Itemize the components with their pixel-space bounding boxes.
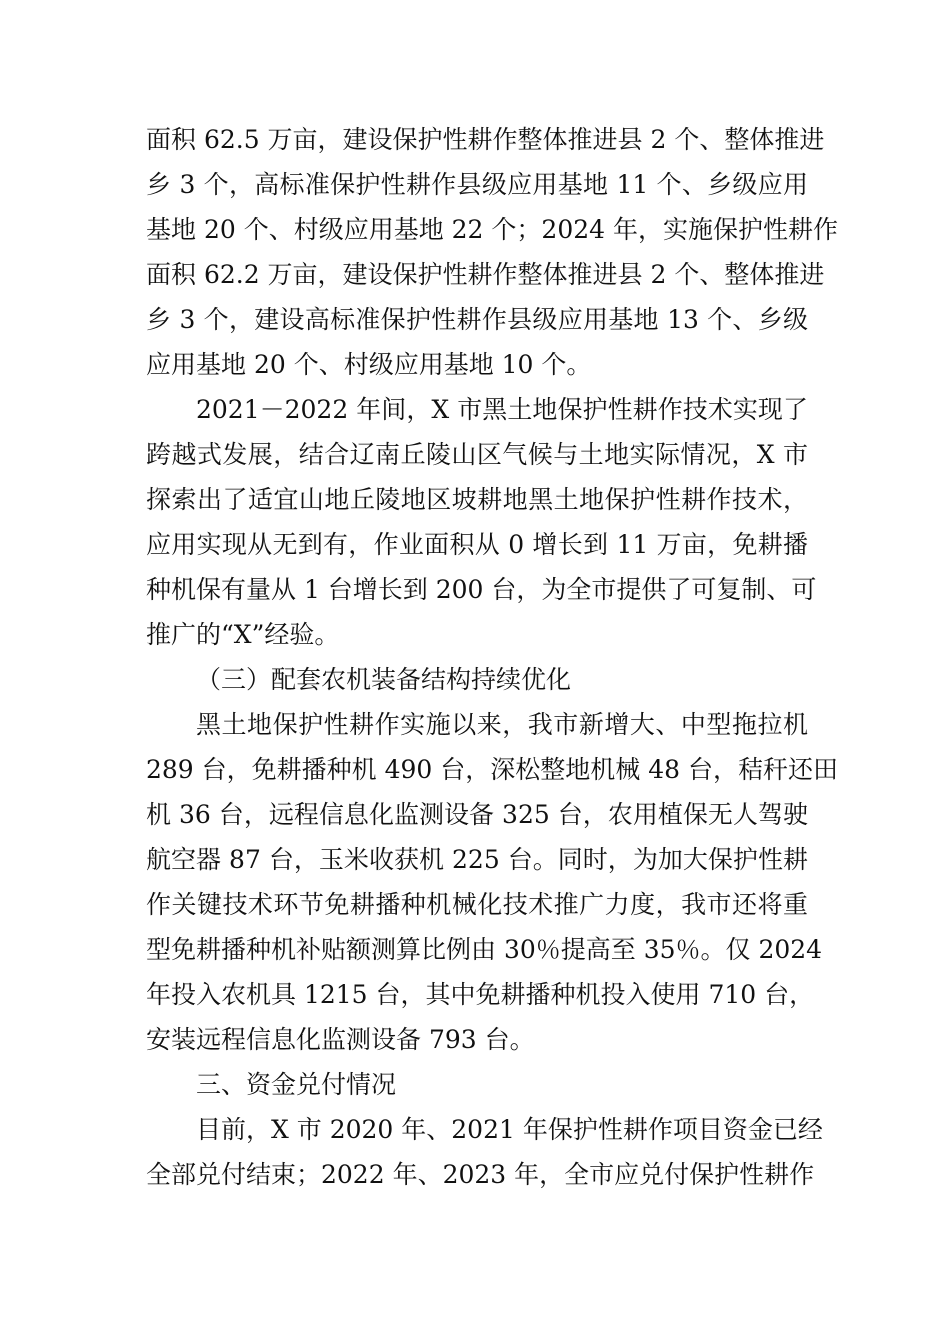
- body-text-line: 型免耕播种机补贴额测算比例由 30％提高至 35％。仅 2024: [146, 935, 823, 964]
- body-text-line: 作关键技术环节免耕播种机械化技术推广力度，我市还将重: [146, 890, 808, 919]
- body-text-line: 年投入农机具 1215 台，其中免耕播种机投入使用 710 台，: [146, 980, 815, 1009]
- body-text-line: 黑土地保护性耕作实施以来，我市新增大、中型拖拉机: [196, 710, 808, 739]
- body-text-line: 目前，X 市 2020 年、2021 年保护性耕作项目资金已经: [196, 1115, 823, 1144]
- body-text-line: 安装远程信息化监测设备 793 台。: [146, 1025, 535, 1054]
- section-heading: 三、资金兑付情况: [196, 1070, 397, 1099]
- body-text-line: 面积 62.5 万亩，建设保护性耕作整体推进县 2 个、整体推进: [146, 125, 825, 154]
- body-text-line: 289 台，免耕播种机 490 台，深松整地机械 48 台，秸秆还田: [146, 755, 838, 784]
- body-text-line: 全部兑付结束；2022 年、2023 年，全市应兑付保护性耕作: [146, 1160, 815, 1189]
- body-text-line: 2021－2022 年间，X 市黑土地保护性耕作技术实现了: [196, 395, 808, 424]
- body-text-line: 应用实现从无到有，作业面积从 0 增长到 11 万亩，免耕播: [146, 530, 808, 559]
- body-text-line: 面积 62.2 万亩，建设保护性耕作整体推进县 2 个、整体推进: [146, 260, 825, 289]
- body-text-line: 航空器 87 台，玉米收获机 225 台。同时，为加大保护性耕: [146, 845, 808, 874]
- body-text-line: 探索出了适宜山地丘陵地区坡耕地黑土地保护性耕作技术，: [146, 485, 808, 514]
- body-text-line: 应用基地 20 个、村级应用基地 10 个。: [146, 350, 592, 379]
- body-text-line: 种机保有量从 1 台增长到 200 台，为全市提供了可复制、可: [146, 575, 817, 604]
- body-text-line: 乡 3 个，高标准保护性耕作县级应用基地 11 个、乡级应用: [146, 170, 808, 199]
- section-heading: （三）配套农机装备结构持续优化: [196, 665, 572, 694]
- body-text-line: 乡 3 个，建设高标准保护性耕作县级应用基地 13 个、乡级: [146, 305, 808, 334]
- body-text-line: 基地 20 个、村级应用基地 22 个；2024 年，实施保护性耕作: [146, 215, 838, 244]
- body-text-line: 跨越式发展，结合辽南丘陵山区气候与土地实际情况，X 市: [146, 440, 808, 469]
- body-text-line: 推广的“X”经验。: [146, 620, 340, 649]
- body-text-line: 机 36 台，远程信息化监测设备 325 台，农用植保无人驾驶: [146, 800, 808, 829]
